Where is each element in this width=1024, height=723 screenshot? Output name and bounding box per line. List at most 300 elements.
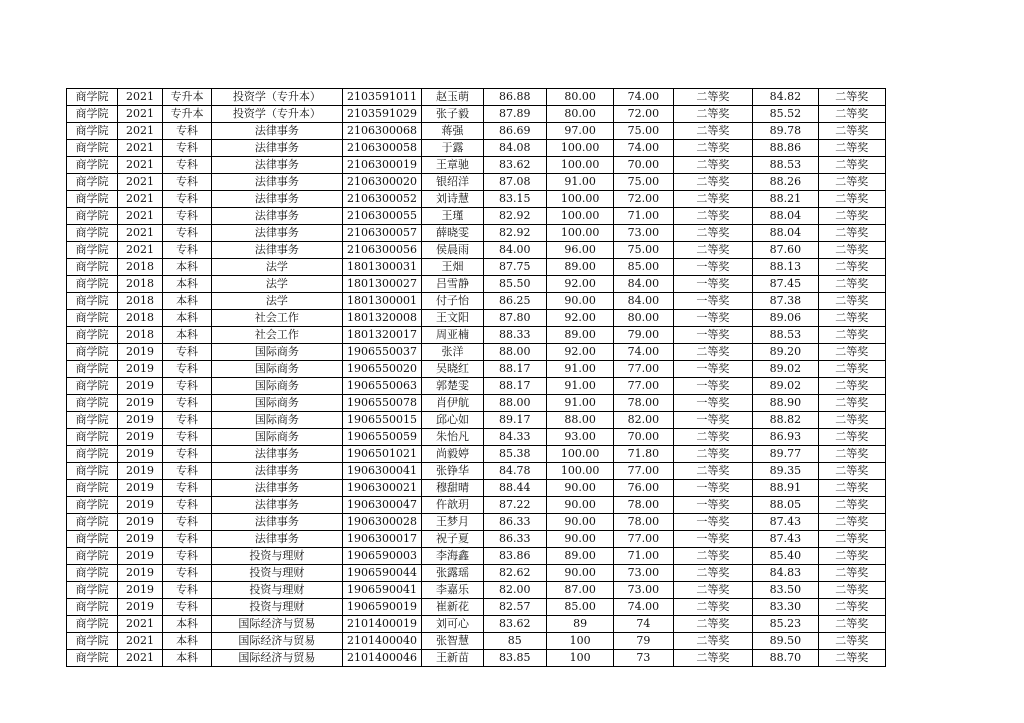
- level-cell: 本科: [162, 633, 211, 650]
- year-cell: 2019: [118, 497, 163, 514]
- level-cell: 专科: [162, 123, 211, 140]
- major-cell: 国际商务: [211, 429, 342, 446]
- table-row: [67, 361, 886, 378]
- major-cell: 投资学（专升本）: [211, 106, 342, 123]
- student-id-cell: 2106300055: [342, 208, 422, 225]
- level-cell: 专科: [162, 514, 211, 531]
- score-3-cell: 75.00: [614, 242, 673, 259]
- table-row: [67, 191, 886, 208]
- college-cell: 商学院: [67, 378, 118, 395]
- award-2-cell: 二等奖: [818, 497, 886, 514]
- student-id-cell: 2101400040: [342, 633, 422, 650]
- award-2-cell: 二等奖: [818, 293, 886, 310]
- award-2-cell: 二等奖: [818, 89, 886, 106]
- year-cell: 2018: [118, 310, 163, 327]
- total-score-cell: 88.21: [753, 191, 818, 208]
- college-cell: 商学院: [67, 395, 118, 412]
- total-score-cell: 88.04: [753, 208, 818, 225]
- name-cell: 朱怡凡: [422, 429, 483, 446]
- level-cell: 专科: [162, 361, 211, 378]
- award-2-cell: 二等奖: [818, 310, 886, 327]
- college-cell: 商学院: [67, 208, 118, 225]
- score-2-cell: 100.00: [546, 191, 613, 208]
- score-2-cell: 100: [546, 650, 613, 667]
- score-2-cell: 90.00: [546, 293, 613, 310]
- table-row: [67, 548, 886, 565]
- score-1-cell: 83.62: [483, 616, 546, 633]
- table-row: [67, 242, 886, 259]
- table-row: [67, 395, 886, 412]
- award-1-cell: 一等奖: [673, 327, 753, 344]
- name-cell: 穆甜晴: [422, 480, 483, 497]
- score-2-cell: 93.00: [546, 429, 613, 446]
- total-score-cell: 89.50: [753, 633, 818, 650]
- total-score-cell: 85.23: [753, 616, 818, 633]
- level-cell: 专升本: [162, 106, 211, 123]
- student-id-cell: 2103591011: [342, 89, 422, 106]
- score-2-cell: 92.00: [546, 276, 613, 293]
- student-id-cell: 1906300028: [342, 514, 422, 531]
- name-cell: 李海鑫: [422, 548, 483, 565]
- award-2-cell: 二等奖: [818, 259, 886, 276]
- score-2-cell: 87.00: [546, 582, 613, 599]
- score-1-cell: 85.50: [483, 276, 546, 293]
- year-cell: 2021: [118, 157, 163, 174]
- score-1-cell: 86.88: [483, 89, 546, 106]
- major-cell: 法律事务: [211, 446, 342, 463]
- table-row: [67, 174, 886, 191]
- table-row: [67, 225, 886, 242]
- score-2-cell: 96.00: [546, 242, 613, 259]
- award-2-cell: 二等奖: [818, 208, 886, 225]
- college-cell: 商学院: [67, 565, 118, 582]
- level-cell: 专科: [162, 208, 211, 225]
- score-1-cell: 83.86: [483, 548, 546, 565]
- score-2-cell: 80.00: [546, 89, 613, 106]
- student-id-cell: 2103591029: [342, 106, 422, 123]
- name-cell: 蒋强: [422, 123, 483, 140]
- score-2-cell: 100.00: [546, 140, 613, 157]
- table-row: [67, 310, 886, 327]
- total-score-cell: 88.26: [753, 174, 818, 191]
- name-cell: 王梦月: [422, 514, 483, 531]
- award-1-cell: 一等奖: [673, 293, 753, 310]
- student-id-cell: 1906550037: [342, 344, 422, 361]
- major-cell: 法律事务: [211, 123, 342, 140]
- major-cell: 国际经济与贸易: [211, 633, 342, 650]
- score-3-cell: 76.00: [614, 480, 673, 497]
- award-1-cell: 一等奖: [673, 480, 753, 497]
- name-cell: 邱心如: [422, 412, 483, 429]
- award-2-cell: 二等奖: [818, 599, 886, 616]
- table-row: [67, 531, 886, 548]
- name-cell: 王瑾: [422, 208, 483, 225]
- score-2-cell: 91.00: [546, 378, 613, 395]
- award-1-cell: 一等奖: [673, 378, 753, 395]
- score-1-cell: 87.80: [483, 310, 546, 327]
- table-row: [67, 259, 886, 276]
- score-3-cell: 71.00: [614, 548, 673, 565]
- college-cell: 商学院: [67, 293, 118, 310]
- major-cell: 法律事务: [211, 225, 342, 242]
- table-row: [67, 446, 886, 463]
- award-1-cell: 一等奖: [673, 497, 753, 514]
- score-3-cell: 77.00: [614, 463, 673, 480]
- year-cell: 2021: [118, 208, 163, 225]
- award-1-cell: 二等奖: [673, 225, 753, 242]
- name-cell: 李嘉乐: [422, 582, 483, 599]
- name-cell: 赵玉萌: [422, 89, 483, 106]
- award-1-cell: 一等奖: [673, 276, 753, 293]
- name-cell: 崔新花: [422, 599, 483, 616]
- score-2-cell: 92.00: [546, 310, 613, 327]
- score-3-cell: 73.00: [614, 225, 673, 242]
- name-cell: 付子怡: [422, 293, 483, 310]
- award-2-cell: 二等奖: [818, 650, 886, 667]
- year-cell: 2018: [118, 276, 163, 293]
- award-1-cell: 二等奖: [673, 565, 753, 582]
- student-id-cell: 1906300047: [342, 497, 422, 514]
- table-row: [67, 565, 886, 582]
- college-cell: 商学院: [67, 616, 118, 633]
- score-3-cell: 70.00: [614, 429, 673, 446]
- award-2-cell: 二等奖: [818, 378, 886, 395]
- major-cell: 投资与理财: [211, 565, 342, 582]
- award-1-cell: 二等奖: [673, 140, 753, 157]
- total-score-cell: 87.43: [753, 514, 818, 531]
- total-score-cell: 84.83: [753, 565, 818, 582]
- level-cell: 本科: [162, 650, 211, 667]
- student-id-cell: 1906300021: [342, 480, 422, 497]
- total-score-cell: 88.53: [753, 157, 818, 174]
- college-cell: 商学院: [67, 191, 118, 208]
- score-1-cell: 82.62: [483, 565, 546, 582]
- score-1-cell: 86.25: [483, 293, 546, 310]
- college-cell: 商学院: [67, 106, 118, 123]
- total-score-cell: 89.35: [753, 463, 818, 480]
- score-1-cell: 87.75: [483, 259, 546, 276]
- level-cell: 专科: [162, 582, 211, 599]
- award-2-cell: 二等奖: [818, 395, 886, 412]
- score-1-cell: 82.00: [483, 582, 546, 599]
- table-row: [67, 429, 886, 446]
- total-score-cell: 88.90: [753, 395, 818, 412]
- student-id-cell: 1801300027: [342, 276, 422, 293]
- score-1-cell: 84.00: [483, 242, 546, 259]
- name-cell: 王章驰: [422, 157, 483, 174]
- year-cell: 2018: [118, 259, 163, 276]
- award-table: [66, 88, 886, 667]
- level-cell: 专科: [162, 157, 211, 174]
- score-3-cell: 72.00: [614, 191, 673, 208]
- total-score-cell: 84.82: [753, 89, 818, 106]
- level-cell: 本科: [162, 310, 211, 327]
- award-2-cell: 二等奖: [818, 480, 886, 497]
- year-cell: 2021: [118, 616, 163, 633]
- name-cell: 王新苗: [422, 650, 483, 667]
- total-score-cell: 88.86: [753, 140, 818, 157]
- score-3-cell: 82.00: [614, 412, 673, 429]
- year-cell: 2019: [118, 361, 163, 378]
- total-score-cell: 88.82: [753, 412, 818, 429]
- year-cell: 2021: [118, 106, 163, 123]
- college-cell: 商学院: [67, 429, 118, 446]
- score-3-cell: 77.00: [614, 378, 673, 395]
- score-2-cell: 91.00: [546, 174, 613, 191]
- student-id-cell: 1906590003: [342, 548, 422, 565]
- student-id-cell: 2106300052: [342, 191, 422, 208]
- year-cell: 2021: [118, 140, 163, 157]
- award-1-cell: 二等奖: [673, 174, 753, 191]
- name-cell: 张智慧: [422, 633, 483, 650]
- college-cell: 商学院: [67, 446, 118, 463]
- college-cell: 商学院: [67, 123, 118, 140]
- level-cell: 本科: [162, 293, 211, 310]
- table-row: [67, 650, 886, 667]
- score-2-cell: 92.00: [546, 344, 613, 361]
- total-score-cell: 89.20: [753, 344, 818, 361]
- score-1-cell: 88.44: [483, 480, 546, 497]
- score-2-cell: 89.00: [546, 548, 613, 565]
- student-id-cell: 1906590044: [342, 565, 422, 582]
- name-cell: 王文阳: [422, 310, 483, 327]
- level-cell: 本科: [162, 259, 211, 276]
- score-2-cell: 91.00: [546, 395, 613, 412]
- table-row: [67, 140, 886, 157]
- name-cell: 侯晨雨: [422, 242, 483, 259]
- major-cell: 法律事务: [211, 480, 342, 497]
- level-cell: 本科: [162, 276, 211, 293]
- score-2-cell: 89: [546, 616, 613, 633]
- score-1-cell: 84.78: [483, 463, 546, 480]
- table-row: [67, 633, 886, 650]
- score-1-cell: 86.33: [483, 531, 546, 548]
- student-id-cell: 2106300058: [342, 140, 422, 157]
- score-2-cell: 89.00: [546, 327, 613, 344]
- year-cell: 2021: [118, 225, 163, 242]
- year-cell: 2019: [118, 565, 163, 582]
- year-cell: 2019: [118, 429, 163, 446]
- award-2-cell: 二等奖: [818, 344, 886, 361]
- award-1-cell: 二等奖: [673, 463, 753, 480]
- major-cell: 法学: [211, 293, 342, 310]
- name-cell: 尚毅婷: [422, 446, 483, 463]
- award-2-cell: 二等奖: [818, 616, 886, 633]
- award-1-cell: 二等奖: [673, 633, 753, 650]
- student-id-cell: 1906550063: [342, 378, 422, 395]
- award-2-cell: 二等奖: [818, 174, 886, 191]
- college-cell: 商学院: [67, 463, 118, 480]
- score-3-cell: 75.00: [614, 123, 673, 140]
- total-score-cell: 88.70: [753, 650, 818, 667]
- score-2-cell: 90.00: [546, 480, 613, 497]
- level-cell: 专科: [162, 378, 211, 395]
- score-3-cell: 71.80: [614, 446, 673, 463]
- table-row: [67, 582, 886, 599]
- score-1-cell: 88.00: [483, 344, 546, 361]
- score-1-cell: 85.38: [483, 446, 546, 463]
- major-cell: 法学: [211, 276, 342, 293]
- level-cell: 本科: [162, 327, 211, 344]
- total-score-cell: 88.04: [753, 225, 818, 242]
- student-id-cell: 1906590019: [342, 599, 422, 616]
- major-cell: 国际经济与贸易: [211, 616, 342, 633]
- score-1-cell: 85: [483, 633, 546, 650]
- table-row: [67, 293, 886, 310]
- name-cell: 吕雪静: [422, 276, 483, 293]
- total-score-cell: 88.53: [753, 327, 818, 344]
- award-2-cell: 二等奖: [818, 140, 886, 157]
- score-1-cell: 86.33: [483, 514, 546, 531]
- score-1-cell: 82.92: [483, 225, 546, 242]
- award-2-cell: 二等奖: [818, 327, 886, 344]
- award-1-cell: 二等奖: [673, 106, 753, 123]
- score-2-cell: 100.00: [546, 446, 613, 463]
- score-1-cell: 87.22: [483, 497, 546, 514]
- major-cell: 国际商务: [211, 378, 342, 395]
- total-score-cell: 88.13: [753, 259, 818, 276]
- college-cell: 商学院: [67, 89, 118, 106]
- year-cell: 2019: [118, 378, 163, 395]
- level-cell: 专科: [162, 242, 211, 259]
- student-id-cell: 1906501021: [342, 446, 422, 463]
- student-id-cell: 1906550015: [342, 412, 422, 429]
- total-score-cell: 88.05: [753, 497, 818, 514]
- score-1-cell: 87.89: [483, 106, 546, 123]
- year-cell: 2019: [118, 548, 163, 565]
- score-1-cell: 89.17: [483, 412, 546, 429]
- award-1-cell: 二等奖: [673, 123, 753, 140]
- table-row: [67, 123, 886, 140]
- score-2-cell: 90.00: [546, 514, 613, 531]
- score-3-cell: 79: [614, 633, 673, 650]
- level-cell: 专科: [162, 344, 211, 361]
- score-3-cell: 74.00: [614, 89, 673, 106]
- total-score-cell: 83.30: [753, 599, 818, 616]
- score-2-cell: 85.00: [546, 599, 613, 616]
- year-cell: 2021: [118, 242, 163, 259]
- name-cell: 周亚楠: [422, 327, 483, 344]
- table-row: [67, 106, 886, 123]
- score-1-cell: 86.69: [483, 123, 546, 140]
- year-cell: 2021: [118, 191, 163, 208]
- level-cell: 专科: [162, 480, 211, 497]
- score-1-cell: 82.92: [483, 208, 546, 225]
- score-3-cell: 73.00: [614, 582, 673, 599]
- award-1-cell: 一等奖: [673, 395, 753, 412]
- award-1-cell: 一等奖: [673, 412, 753, 429]
- total-score-cell: 87.60: [753, 242, 818, 259]
- total-score-cell: 89.02: [753, 361, 818, 378]
- award-2-cell: 二等奖: [818, 412, 886, 429]
- name-cell: 王畑: [422, 259, 483, 276]
- year-cell: 2019: [118, 599, 163, 616]
- year-cell: 2019: [118, 446, 163, 463]
- major-cell: 投资学（专升本）: [211, 89, 342, 106]
- score-3-cell: 79.00: [614, 327, 673, 344]
- student-id-cell: 1801320008: [342, 310, 422, 327]
- level-cell: 专科: [162, 412, 211, 429]
- level-cell: 专科: [162, 429, 211, 446]
- student-id-cell: 1906550020: [342, 361, 422, 378]
- major-cell: 社会工作: [211, 310, 342, 327]
- award-2-cell: 二等奖: [818, 582, 886, 599]
- student-id-cell: 2106300020: [342, 174, 422, 191]
- score-3-cell: 73.00: [614, 565, 673, 582]
- major-cell: 法律事务: [211, 514, 342, 531]
- college-cell: 商学院: [67, 497, 118, 514]
- table-row: [67, 276, 886, 293]
- student-id-cell: 1906590041: [342, 582, 422, 599]
- score-2-cell: 89.00: [546, 259, 613, 276]
- year-cell: 2021: [118, 123, 163, 140]
- score-3-cell: 74.00: [614, 344, 673, 361]
- award-1-cell: 二等奖: [673, 582, 753, 599]
- total-score-cell: 83.50: [753, 582, 818, 599]
- student-id-cell: 1801300001: [342, 293, 422, 310]
- name-cell: 刘诗慧: [422, 191, 483, 208]
- award-1-cell: 二等奖: [673, 208, 753, 225]
- score-1-cell: 84.08: [483, 140, 546, 157]
- award-2-cell: 二等奖: [818, 225, 886, 242]
- college-cell: 商学院: [67, 327, 118, 344]
- major-cell: 法律事务: [211, 140, 342, 157]
- level-cell: 本科: [162, 616, 211, 633]
- major-cell: 国际商务: [211, 344, 342, 361]
- award-2-cell: 二等奖: [818, 463, 886, 480]
- student-id-cell: 1906550059: [342, 429, 422, 446]
- major-cell: 投资与理财: [211, 548, 342, 565]
- college-cell: 商学院: [67, 157, 118, 174]
- award-2-cell: 二等奖: [818, 565, 886, 582]
- college-cell: 商学院: [67, 582, 118, 599]
- college-cell: 商学院: [67, 514, 118, 531]
- award-2-cell: 二等奖: [818, 429, 886, 446]
- award-2-cell: 二等奖: [818, 531, 886, 548]
- name-cell: 郭楚雯: [422, 378, 483, 395]
- major-cell: 国际商务: [211, 395, 342, 412]
- award-2-cell: 二等奖: [818, 633, 886, 650]
- score-1-cell: 87.08: [483, 174, 546, 191]
- score-3-cell: 80.00: [614, 310, 673, 327]
- level-cell: 专升本: [162, 89, 211, 106]
- score-2-cell: 100.00: [546, 225, 613, 242]
- college-cell: 商学院: [67, 310, 118, 327]
- score-3-cell: 73: [614, 650, 673, 667]
- total-score-cell: 86.93: [753, 429, 818, 446]
- major-cell: 社会工作: [211, 327, 342, 344]
- total-score-cell: 87.43: [753, 531, 818, 548]
- college-cell: 商学院: [67, 531, 118, 548]
- major-cell: 法律事务: [211, 463, 342, 480]
- score-1-cell: 88.00: [483, 395, 546, 412]
- award-2-cell: 二等奖: [818, 157, 886, 174]
- score-2-cell: 100.00: [546, 463, 613, 480]
- year-cell: 2018: [118, 327, 163, 344]
- college-cell: 商学院: [67, 599, 118, 616]
- student-id-cell: 2106300056: [342, 242, 422, 259]
- year-cell: 2018: [118, 293, 163, 310]
- score-1-cell: 83.85: [483, 650, 546, 667]
- score-2-cell: 100.00: [546, 157, 613, 174]
- score-2-cell: 80.00: [546, 106, 613, 123]
- college-cell: 商学院: [67, 480, 118, 497]
- college-cell: 商学院: [67, 412, 118, 429]
- level-cell: 专科: [162, 463, 211, 480]
- score-2-cell: 100: [546, 633, 613, 650]
- score-2-cell: 90.00: [546, 531, 613, 548]
- name-cell: 张洋: [422, 344, 483, 361]
